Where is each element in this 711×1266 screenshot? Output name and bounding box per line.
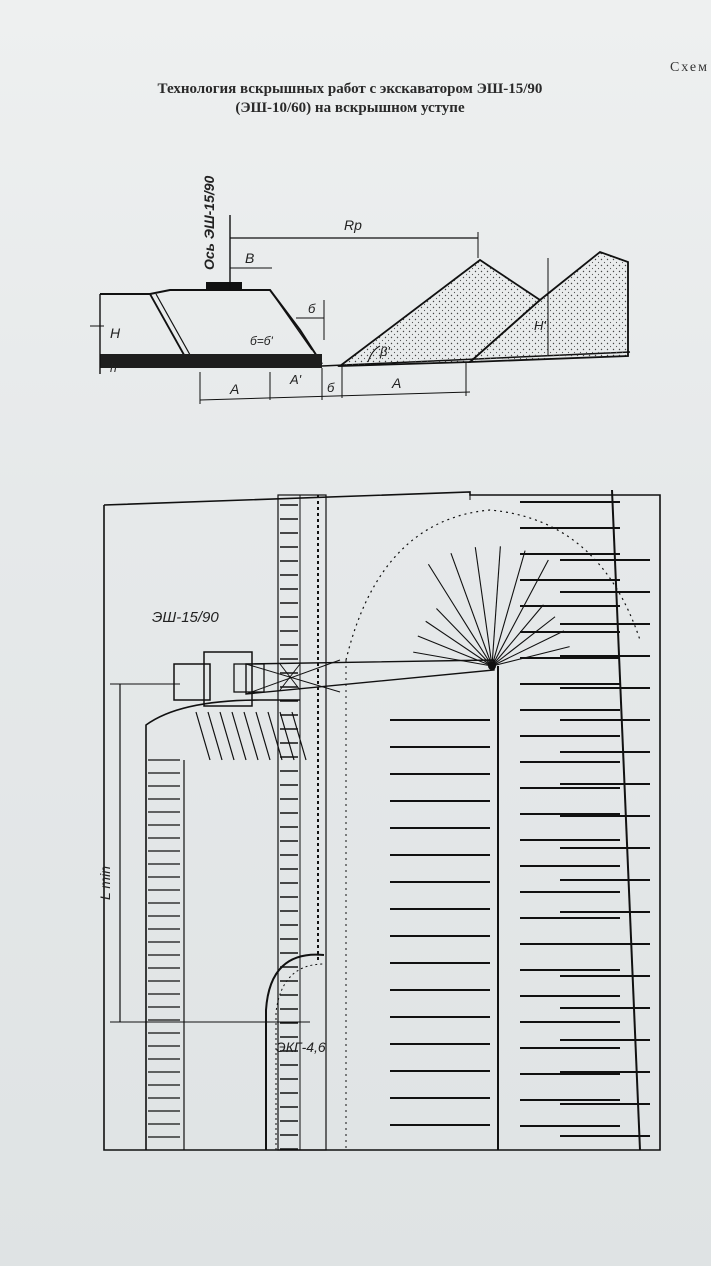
label-b-gap: б — [327, 380, 335, 395]
excavator-label: ЭШ-15/90 — [152, 609, 219, 626]
radius-label: Rр — [344, 217, 362, 233]
label-beta-prime: β' — [380, 344, 390, 359]
spoil-lines — [390, 502, 650, 1136]
label-H: H — [110, 325, 121, 341]
operation-arc — [346, 510, 640, 660]
label-B: B — [245, 250, 255, 266]
label-A-left: A — [230, 381, 240, 397]
title-line-2: (ЭШ-10/60) на вскрышном уступе — [235, 100, 465, 116]
label-delta: б=б' — [250, 334, 273, 348]
coal-seam — [100, 354, 322, 368]
label-A-right: A — [392, 375, 402, 391]
axis-label: Ось ЭШ-15/90 — [201, 175, 217, 270]
plan-frame — [104, 492, 660, 1150]
excavator-base — [206, 282, 242, 290]
label-h: h — [110, 361, 117, 375]
label-H-prime: H' — [534, 318, 546, 333]
left-pit-strip — [146, 700, 300, 1150]
excavator-plan — [174, 652, 496, 706]
cross-section — [90, 175, 630, 404]
loader-label: ЭКГ-4,6 — [276, 1039, 326, 1055]
label-b-small: б — [308, 301, 316, 316]
label-A-prime: A' — [290, 372, 302, 387]
corner-label: Схем — [669, 60, 709, 75]
bench-outline — [100, 290, 322, 364]
title-line-1: Технология вскрышных работ с экскаватором ЭШ-15/90 — [157, 81, 543, 97]
lmin-label: L min — [97, 866, 113, 900]
plan-view — [97, 490, 660, 1150]
